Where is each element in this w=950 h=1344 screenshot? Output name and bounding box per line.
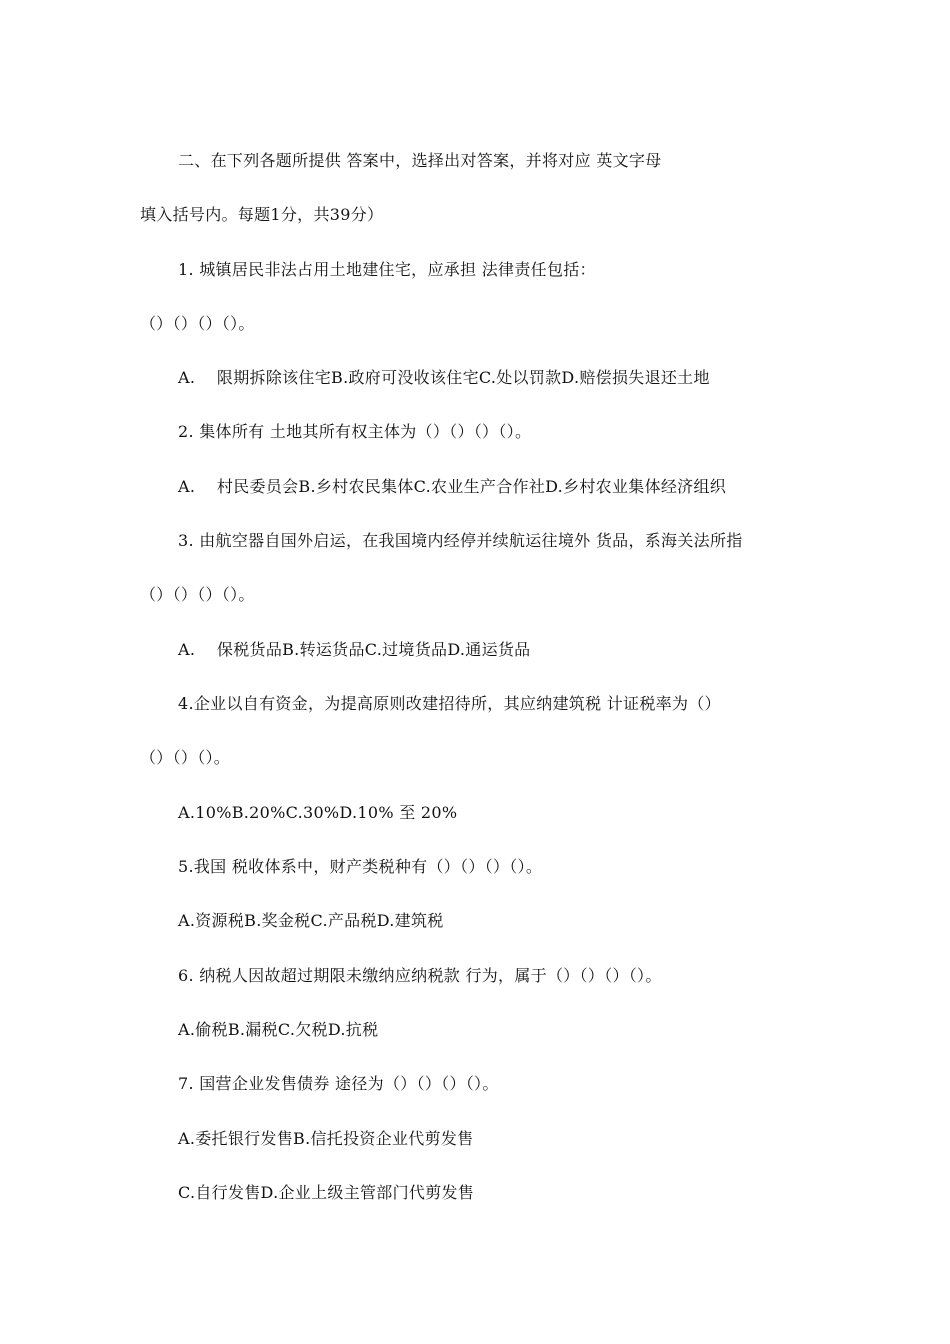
question-3-blanks: （）（）（）（）。 <box>140 585 255 604</box>
section-heading-continued: 填入括号内。每题1分，共39分） <box>140 205 384 224</box>
question-7-options-cd: C.自行发售D.企业上级主管部门代剪发售 <box>178 1183 475 1202</box>
question-7: 7. 国营企业发售债券 途径为（）（）（）（）。 <box>178 1074 499 1093</box>
question-3: 3. 由航空器自国外启运，在我国境内经停并续航运往境外 货品，系海关法所指 <box>178 531 743 550</box>
question-1-options: A. 限期拆除该住宅B.政府可没收该住宅C.处以罚款D.赔偿损失退还土地 <box>178 368 710 387</box>
question-6-options: A.偷税B.漏税C.欠税D.抗税 <box>178 1020 379 1039</box>
section-heading: 二、在下列各题所提供 答案中，选择出对答案，并将对应 英文字母 <box>178 151 662 170</box>
question-2-options: A. 村民委员会B.乡村农民集体C.农业生产合作社D.乡村农业集体经济组织 <box>178 477 727 496</box>
question-1: 1. 城镇居民非法占用土地建住宅，应承担 法律责任包括： <box>178 260 596 279</box>
question-4-options: A.10%B.20%C.30%D.10% 至 20% <box>178 803 458 822</box>
question-6: 6. 纳税人因故超过期限未缴纳应纳税款 行为，属于（）（）（）（）。 <box>178 966 662 985</box>
question-5: 5.我国 税收体系中，财产类税种有（）（）（）（）。 <box>178 857 543 876</box>
question-2: 2. 集体所有 土地其所有权主体为（）（）（）（）。 <box>178 422 532 441</box>
question-5-options: A.资源税B.奖金税C.产品税D.建筑税 <box>178 911 444 930</box>
question-7-options-ab: A.委托银行发售B.信托投资企业代剪发售 <box>178 1129 474 1148</box>
question-1-blanks: （）（）（）（）。 <box>140 314 255 333</box>
question-3-options: A. 保税货品B.转运货品C.过境货品D.通运货品 <box>178 640 531 659</box>
question-4: 4.企业以自有资金，为提高原则改建招待所，其应纳建筑税 计证税率为（） <box>178 694 721 713</box>
question-4-blanks: （）（）（）。 <box>140 748 231 767</box>
